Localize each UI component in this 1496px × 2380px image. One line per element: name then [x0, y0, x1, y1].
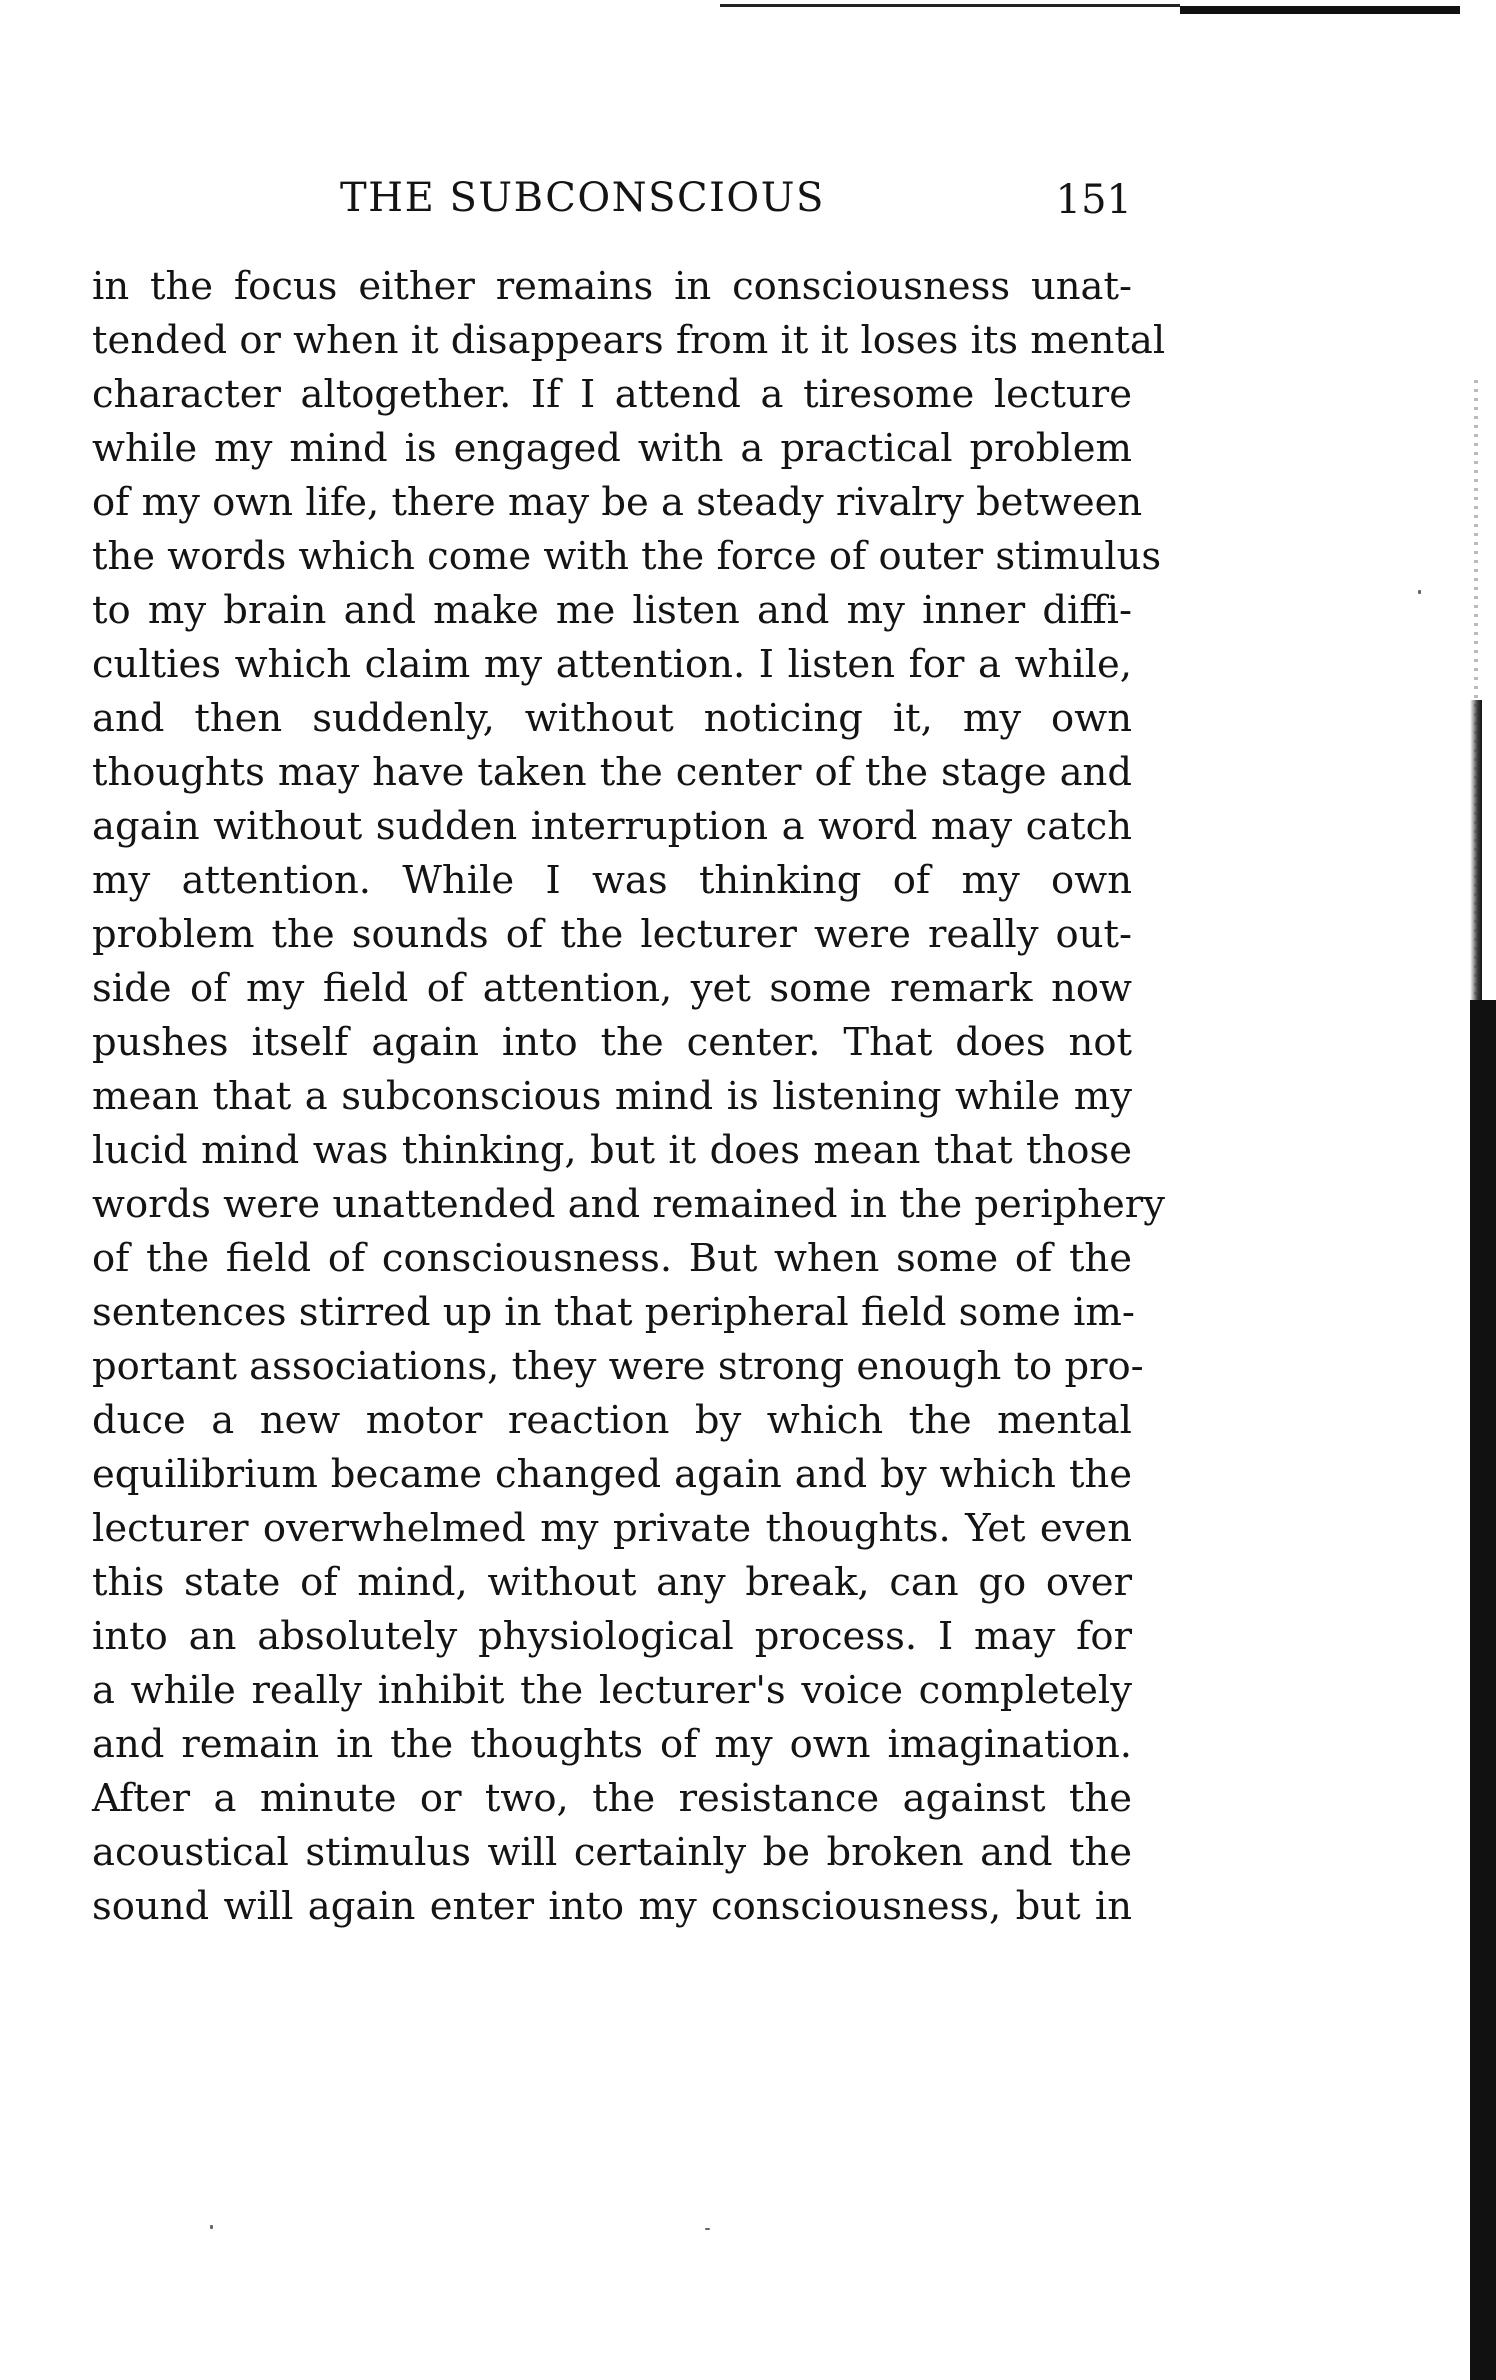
text-line: in the focus either remains in consciousness unat- — [92, 264, 1132, 309]
scan-edge-right — [1470, 1000, 1496, 2380]
text-line: a while really inhibit the lecturer's voice completely — [92, 1668, 1132, 1713]
scan-speck — [1418, 590, 1421, 594]
text-line: to my brain and make me listen and my inner diffi- — [92, 588, 1132, 633]
text-line: lecturer overwhelmed my private thoughts. Yet even — [92, 1506, 1132, 1551]
text-line: this state of mind, without any break, can go over — [92, 1560, 1132, 1605]
text-line: character altogether. If I attend a tiresome lecture — [92, 372, 1132, 417]
scan-speck — [210, 2225, 213, 2229]
text-line: lucid mind was thinking, but it does mean that those — [92, 1128, 1132, 1173]
text-line: equilibrium became changed again and by which the — [92, 1452, 1132, 1497]
body-paragraph — [92, 260, 1166, 1934]
text-line: side of my field of attention, yet some remark now — [92, 966, 1132, 1011]
text-line: mean that a subconscious mind is listening while my — [92, 1074, 1132, 1119]
text-line: and then suddenly, without noticing it, my own — [92, 696, 1132, 741]
text-line: sound will again enter into my consciousness, but in — [92, 1884, 1132, 1929]
text-line: while my mind is engaged with a practical problem — [92, 426, 1132, 471]
text-line: of my own life, there may be a steady rivalry between — [92, 480, 1143, 525]
text-line: the words which come with the force of outer stimulus — [92, 534, 1162, 579]
page-header — [92, 175, 1132, 235]
text-line: culties which claim my attention. I listen for a while, — [92, 642, 1132, 687]
text-line: duce a new motor reaction by which the mental — [92, 1398, 1132, 1443]
text-line: again without sudden interruption a word may catch — [92, 804, 1132, 849]
text-line: pushes itself again into the center. That does not — [92, 1020, 1132, 1065]
scan-speck — [705, 2228, 710, 2230]
text-line: acoustical stimulus will certainly be broken and the — [92, 1830, 1132, 1875]
scan-edge-right-shadow — [1470, 700, 1482, 1020]
text-line: and remain in the thoughts of my own imagination. — [92, 1722, 1132, 1767]
text-line: into an absolutely physiological process. I may for — [92, 1614, 1132, 1659]
scan-edge-top-dark — [1180, 0, 1460, 14]
text-line: problem the sounds of the lecturer were really out- — [92, 912, 1132, 957]
text-line: of the field of consciousness. But when some of the — [92, 1236, 1132, 1281]
text-line: words were unattended and remained in the periphery — [92, 1182, 1165, 1227]
text-line: portant associations, they were strong enough to pro- — [92, 1344, 1144, 1389]
text-line: tended or when it disappears from it it loses its mental — [92, 318, 1166, 363]
running-title: THE SUBCONSCIOUS — [340, 175, 825, 221]
text-line: sentences stirred up in that peripheral field some im- — [92, 1290, 1135, 1335]
text-line: my attention. While I was thinking of my own — [92, 858, 1132, 903]
text-line: thoughts may have taken the center of the stage and — [92, 750, 1132, 795]
text-line: After a minute or two, the resistance against the — [92, 1776, 1132, 1821]
page-number: 151 — [1055, 177, 1132, 223]
